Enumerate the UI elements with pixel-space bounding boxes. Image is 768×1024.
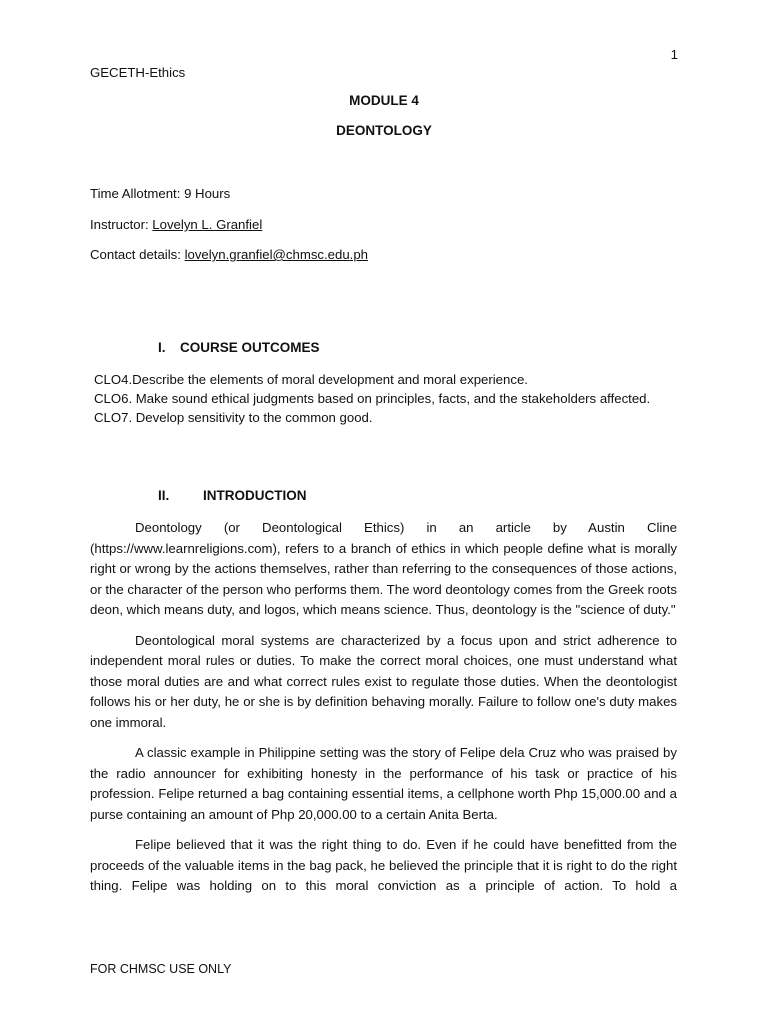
time-allotment [90,186,230,201]
outcome-item: CLO7. Develop sensitivity to the common good. [94,410,373,425]
paragraph: A classic example in Philippine setting was the story of Felipe dela Cruz who was praised by the radio announcer for exhibiting honesty in the performance of his task or practice of his profession. Felipe returned a bag containing essential items, a cellphone worth Php 15,000.00 and a purse containing an amount of Php 20,000.00 to a certain Anita Berta. [90,745,677,822]
module-subtitle: DEONTOLOGY [336,123,432,138]
outcome-item: CLO4.Describe the elements of moral development and moral experience. [94,372,528,387]
section-number: I. [158,340,166,355]
section-heading-introduction [158,488,307,503]
time-value: 9 Hours [184,186,231,201]
section-title: INTRODUCTION [203,488,307,503]
paragraph: Felipe believed that it was the right thing to do. Even if he could have benefitted from the proceeds of the valuable items in the bag pack, he believed the principle that it is right to do the right thing. Felipe was holding on to this moral conviction as a principle of action. To hold a [90,837,677,893]
outcome-item: CLO6. Make sound ethical judgments based on principles, facts, and the stakeholders affected. [94,391,651,406]
paragraph: Deontology (or Deontological Ethics) in an article by Austin Cline (https://www.learnreligions.com), refers to a branch of ethics in which people define what is morally right or wrong by the actions themselves, rather than referring to the consequences of those actions, or the character of the person who performs them. The word deontology comes from the Greek roots deon, which means duty, and logos, which means science. Thus, deontology is the "science of duty." [90,520,677,617]
section-title: COURSE OUTCOMES [180,340,320,355]
instructor-label: Instructor: [90,217,153,232]
running-header: GECETH-Ethics [90,65,186,80]
contact-email-link[interactable]: lovelyn.granfiel@chmsc.edu.ph [184,247,369,262]
course-outcomes-list [94,370,694,427]
contact-label: Contact details: [90,247,185,262]
module-title: MODULE 4 [349,93,419,108]
introduction-body [90,518,677,907]
instructor [90,217,262,232]
section-number: II. [158,488,170,503]
page-footer: FOR CHMSC USE ONLY [90,962,232,976]
paragraph: Deontological moral systems are characterized by a focus upon and strict adherence to independent moral rules or duties. To make the correct moral choices, one must understand what those moral duties are and what correct rules exist to regulate those duties. When the deontologist follows his or her duty, he or she is by definition behaving morally. Failure to follow one's duty makes one immoral. [90,632,677,730]
page-number: 1 [670,47,678,62]
time-label: Time Allotment: [90,186,185,201]
instructor-name: Lovelyn L. Granfiel [152,217,263,232]
contact-details [90,247,368,262]
section-heading-course-outcomes [158,340,320,355]
